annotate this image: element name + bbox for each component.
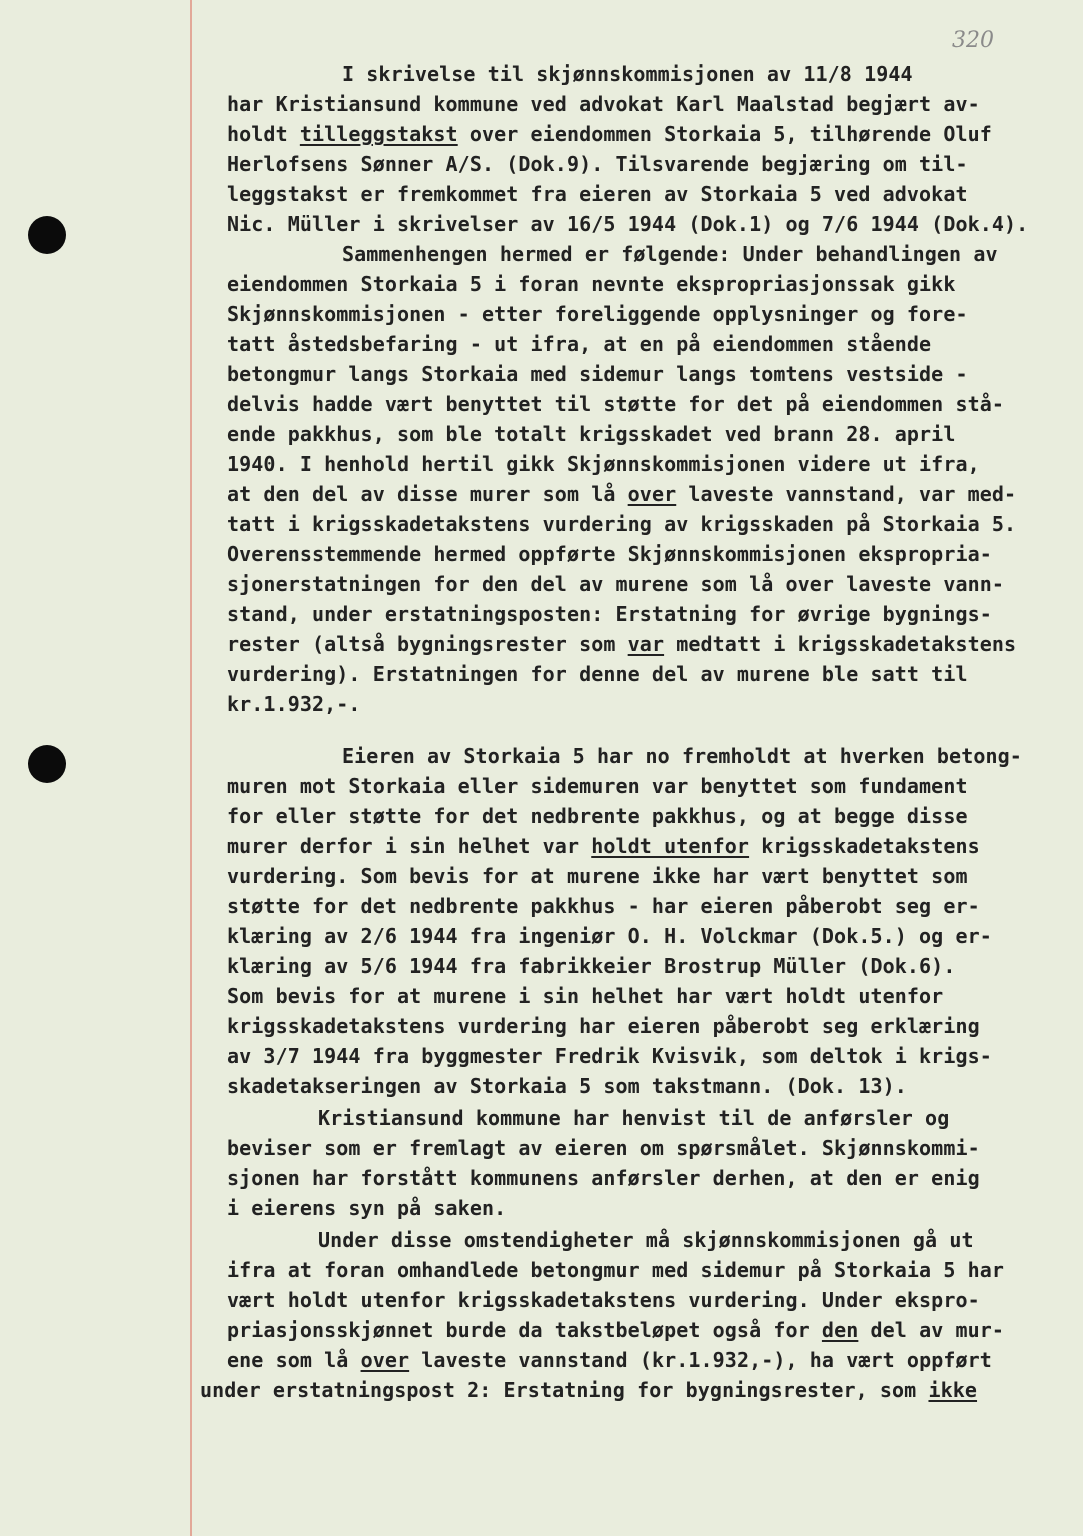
- text-line: betongmur langs Storkaia med sidemur langs tomtens vestside -: [227, 362, 968, 386]
- underlined-text: den: [821, 1318, 859, 1342]
- text-line: klæring av 2/6 1944 fra ingeniør O. H. Volckmar (Dok.5.) og er-: [227, 924, 992, 948]
- text-line: [227, 120, 992, 148]
- text-line: leggstakst er fremkommet fra eieren av Storkaia 5 ved advokat: [227, 182, 968, 206]
- text-line: delvis hadde vært benyttet til støtte for det på eiendommen stå-: [227, 392, 1005, 416]
- text-line: klæring av 5/6 1944 fra fabrikkeier Brostrup Müller (Dok.6).: [227, 954, 956, 978]
- text-span: holdt: [227, 122, 300, 146]
- text-line: for eller støtte for det nedbrente pakkhus, og at begge disse: [227, 804, 968, 828]
- text-line: Overensstemmende hermed oppførte Skjønnskommisjonen ekspropria-: [227, 542, 992, 566]
- text-line: Eieren av Storkaia 5 har no fremholdt at hverken betong-: [342, 744, 1022, 768]
- text-line: [227, 630, 1016, 658]
- text-line: 1940. I henhold hertil gikk Skjønnskommisjonen videre ut ifra,: [227, 452, 980, 476]
- text-span: laveste vannstand (kr.1.932,-), ha vært oppført: [409, 1348, 992, 1372]
- underlined-text: holdt utenfor: [591, 834, 750, 858]
- text-span: krigsskadetakstens: [749, 834, 980, 858]
- text-span: over eiendommen Storkaia 5, tilhørende Oluf: [457, 122, 992, 146]
- text-line: sjonen har forstått kommunens anførsler derhen, at den er enig: [227, 1166, 980, 1190]
- underlined-text: over: [627, 482, 677, 506]
- underlined-text: ikke: [928, 1378, 978, 1402]
- punch-hole-top: [28, 216, 66, 254]
- text-line: vurdering). Erstatningen for denne del av murene ble satt til: [227, 662, 968, 686]
- text-span: at den del av disse murer som lå: [227, 482, 628, 506]
- text-line: [227, 1346, 992, 1374]
- text-line: Skjønnskommisjonen - etter foreliggende opplysninger og fore-: [227, 302, 968, 326]
- text-line: Herlofsens Sønner A/S. (Dok.9). Tilsvarende begjæring om til-: [227, 152, 968, 176]
- page-number: 320: [952, 28, 994, 53]
- text-line: I skrivelse til skjønnskommisjonen av 11/8 1944: [342, 62, 913, 86]
- text-line: vurdering. Som bevis for at murene ikke har vært benyttet som: [227, 864, 968, 888]
- text-line: Nic. Müller i skrivelser av 16/5 1944 (Dok.1) og 7/6 1944 (Dok.4).: [227, 212, 1029, 236]
- text-line: har Kristiansund kommune ved advokat Karl Maalstad begjært av-: [227, 92, 980, 116]
- underlined-text: tilleggstakst: [299, 122, 458, 146]
- text-line: eiendommen Storkaia 5 i foran nevnte ekspropriasjonssak gikk: [227, 272, 956, 296]
- text-span: ene som lå: [227, 1348, 361, 1372]
- text-line: støtte for det nedbrente pakkhus - har eieren påberobt seg er-: [227, 894, 980, 918]
- text-line: tatt i krigsskadetakstens vurdering av krigsskaden på Storkaia 5.: [227, 512, 1017, 536]
- text-span: murer derfor i sin helhet var: [227, 834, 592, 858]
- underlined-text: over: [360, 1348, 410, 1372]
- text-line: [227, 832, 980, 860]
- text-line: krigsskadetakstens vurdering har eieren påberobt seg erklæring: [227, 1014, 980, 1038]
- text-line: av 3/7 1944 fra byggmester Fredrik Kvisvik, som deltok i krigs-: [227, 1044, 992, 1068]
- text-span: under erstatningspost 2: Erstatning for bygningsrester, som: [200, 1378, 929, 1402]
- text-span: del av mur-: [858, 1318, 1005, 1342]
- text-line: sjonerstatningen for den del av murene som lå over laveste vann-: [227, 572, 1005, 596]
- text-line: ende pakkhus, som ble totalt krigsskadet ved brann 28. april: [227, 422, 956, 446]
- text-line: skadetakseringen av Storkaia 5 som takstmann. (Dok. 13).: [227, 1074, 907, 1098]
- text-line: i eierens syn på saken.: [227, 1196, 507, 1220]
- text-line: Som bevis for at murene i sin helhet har vært holdt utenfor: [227, 984, 944, 1008]
- text-line: Kristiansund kommune har henvist til de anførsler og: [318, 1106, 950, 1130]
- text-span: laveste vannstand, var med-: [676, 482, 1017, 506]
- text-line: Sammenhengen hermed er følgende: Under behandlingen av: [342, 242, 998, 266]
- text-line: stand, under erstatningsposten: Erstatning for øvrige bygnings-: [227, 602, 992, 626]
- text-line: muren mot Storkaia eller sidemuren var benyttet som fundament: [227, 774, 968, 798]
- text-line: kr.1.932,-.: [227, 692, 361, 716]
- text-span: medtatt i krigsskadetakstens: [664, 632, 1017, 656]
- text-line: Under disse omstendigheter må skjønnskommisjonen gå ut: [318, 1228, 974, 1252]
- text-line: [200, 1376, 977, 1404]
- text-line: beviser som er fremlagt av eieren om spørsmålet. Skjønnskommi-: [227, 1136, 980, 1160]
- text-span: priasjonsskjønnet burde da takstbeløpet også for: [227, 1318, 822, 1342]
- margin-line: [190, 0, 192, 1536]
- underlined-text: var: [627, 632, 665, 656]
- text-line: ifra at foran omhandlede betongmur med sidemur på Storkaia 5 har: [227, 1258, 1005, 1282]
- text-line: tatt åstedsbefaring - ut ifra, at en på eiendommen stående: [227, 332, 932, 356]
- text-line: [227, 1316, 1004, 1344]
- punch-hole-bottom: [28, 745, 66, 783]
- text-line: vært holdt utenfor krigsskadetakstens vurdering. Under ekspro-: [227, 1288, 980, 1312]
- text-line: [227, 480, 1016, 508]
- text-span: rester (altså bygningsrester som: [227, 632, 628, 656]
